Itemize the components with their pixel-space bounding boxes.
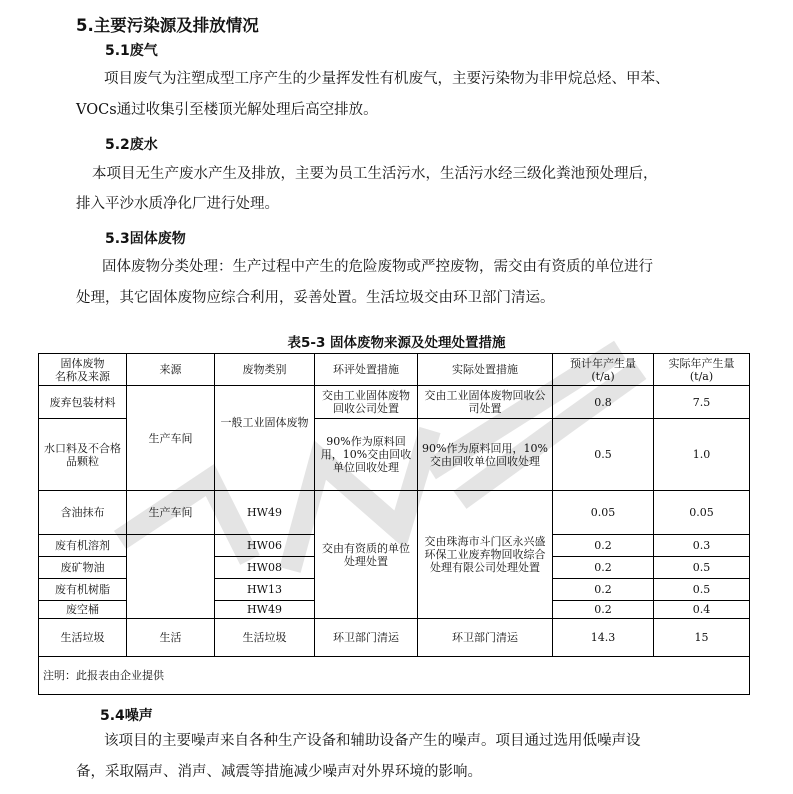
header-eia: 环评处置措施: [315, 354, 418, 386]
cell-eia: 90%作为原料回用，10%交由回收单位回收处理: [315, 419, 418, 491]
cell-expected: 0.8: [553, 386, 654, 419]
cell-real: 0.05: [654, 491, 750, 535]
table-note: 注明：此报表由企业提供: [39, 657, 750, 695]
section-5-2-title: 5.2废水: [105, 137, 158, 153]
cell-actual: 90%作为原料回用，10%交由回收单位回收处理: [418, 419, 553, 491]
cell-name: 废弃包装材料: [39, 386, 127, 419]
cell-real: 0.5: [654, 557, 750, 579]
header-real: 实际年产生量 (t/a): [654, 354, 750, 386]
cell-category: HW13: [215, 579, 315, 601]
cell-expected: 0.2: [553, 557, 654, 579]
cell-name: 废空桶: [39, 601, 127, 619]
cell-expected: 0.2: [553, 535, 654, 557]
table-note-row: [39, 657, 750, 695]
cell-name: 生活垃圾: [39, 619, 127, 657]
header-actual: 实际处置措施: [418, 354, 553, 386]
solid-waste-table: [38, 353, 750, 695]
cell-name: 废有机树脂: [39, 579, 127, 601]
cell-real: 1.0: [654, 419, 750, 491]
cell-source: 生产车间: [127, 386, 215, 491]
cell-eia: 交由有资质的单位处理处置: [315, 491, 418, 619]
section-5-3-line1: 固体废物分类处理：生产过程中产生的危险废物或严控废物，需交由有资质的单位进行: [102, 259, 653, 275]
section-5-4-line1: 该项目的主要噪声来自各种生产设备和辅助设备产生的噪声。项目通过选用低噪声设: [104, 733, 641, 749]
cell-real: 0.3: [654, 535, 750, 557]
cell-category: HW49: [215, 491, 315, 535]
cell-name: 废矿物油: [39, 557, 127, 579]
table-row: [39, 491, 750, 535]
header-category: 废物类别: [215, 354, 315, 386]
cell-expected: 0.2: [553, 601, 654, 619]
cell-category: 一般工业固体废物: [215, 386, 315, 491]
header-expected: 预计年产生量 (t/a): [553, 354, 654, 386]
section-5-1-line2: VOCs通过收集引至楼顶光解处理后高空排放。: [76, 102, 378, 118]
cell-actual: 环卫部门清运: [418, 619, 553, 657]
table-row: [39, 386, 750, 419]
cell-source: 生产车间: [127, 491, 215, 535]
cell-source: 生活: [127, 619, 215, 657]
cell-real: 15: [654, 619, 750, 657]
header-source: 来源: [127, 354, 215, 386]
section-5-2-line2: 排入平沙水质净化厂进行处理。: [76, 196, 279, 212]
cell-expected: 0.5: [553, 419, 654, 491]
table-caption: 表5-3 固体废物来源及处理处置措施: [287, 335, 506, 351]
cell-name: 水口料及不合格品颗粒: [39, 419, 127, 491]
cell-real: 7.5: [654, 386, 750, 419]
cell-actual: 交由工业固体废物回收公司处置: [418, 386, 553, 419]
section-5-1-title: 5.1废气: [105, 43, 158, 59]
section-5-4-title: 5.4噪声: [100, 708, 153, 724]
cell-real: 0.4: [654, 601, 750, 619]
cell-real: 0.5: [654, 579, 750, 601]
cell-expected: 0.05: [553, 491, 654, 535]
section-5-3-line2: 处理，其它固体废物应综合利用，妥善处置。生活垃圾交由环卫部门清运。: [76, 290, 555, 306]
cell-category: HW06: [215, 535, 315, 557]
header-name: 固体废物 名称及来源: [39, 354, 127, 386]
cell-name: 含油抹布: [39, 491, 127, 535]
cell-name: 废有机溶剂: [39, 535, 127, 557]
section-5-title: 5.主要污染源及排放情况: [76, 16, 259, 35]
cell-category: 生活垃圾: [215, 619, 315, 657]
cell-actual: 交由珠海市斗门区永兴盛环保工业废弃物回收综合处理有限公司处理处置: [418, 491, 553, 619]
cell-expected: 14.3: [553, 619, 654, 657]
cell-category: HW08: [215, 557, 315, 579]
section-5-3-title: 5.3固体废物: [105, 231, 186, 247]
cell-eia: 交由工业固体废物回收公司处置: [315, 386, 418, 419]
cell-category: HW49: [215, 601, 315, 619]
table-header-row: [39, 354, 750, 386]
section-5-1-line1: 项目废气为注塑成型工序产生的少量挥发性有机废气，主要污染物为非甲烷总烃、甲苯、: [104, 71, 670, 87]
section-5-4-line2: 备，采取隔声、消声、减震等措施减少噪声对外界环境的影响。: [76, 764, 482, 780]
section-5-2-line1: 本项目无生产废水产生及排放，主要为员工生活污水，生活污水经三级化粪池预处理后，: [92, 166, 658, 182]
cell-expected: 0.2: [553, 579, 654, 601]
cell-eia: 环卫部门清运: [315, 619, 418, 657]
table-row: [39, 619, 750, 657]
